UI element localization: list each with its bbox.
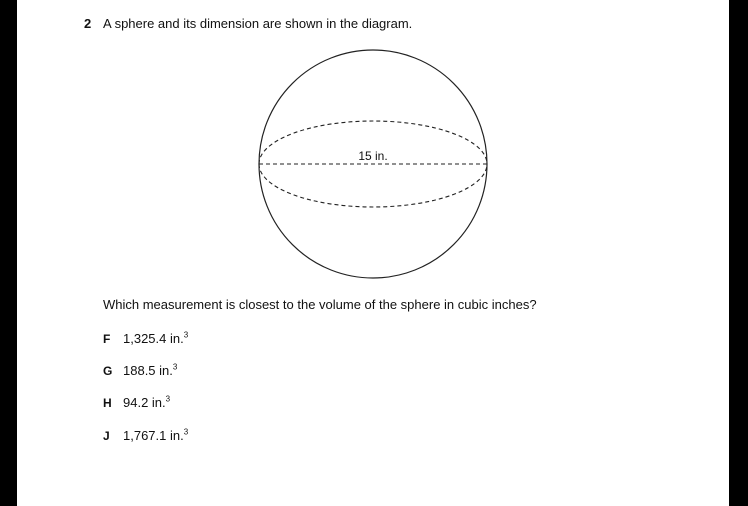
choice-value: 1,767.1 in.$^3$ [123, 427, 189, 443]
choice-letter: H [103, 396, 112, 410]
question-number: 2 [84, 16, 92, 31]
answer-choice-f[interactable] [103, 331, 188, 346]
answer-choice-j[interactable] [103, 428, 188, 443]
answer-choice-g[interactable] [103, 363, 177, 378]
choice-value: 1,325.4 in.$^3$ [123, 330, 189, 346]
worksheet-page [17, 0, 729, 506]
choice-value: 188.5 in.$^3$ [123, 362, 178, 378]
choice-letter: G [103, 364, 113, 378]
diameter-label: 15 in. [358, 149, 388, 163]
equator-front-arc [259, 164, 487, 207]
question-text: A sphere and its dimension are shown in the diagram. [103, 16, 413, 31]
choice-letter: J [103, 429, 110, 443]
sphere-diagram [17, 0, 729, 290]
answer-choice-h[interactable] [103, 395, 170, 410]
choice-value: 94.2 in.$^3$ [123, 394, 171, 410]
question-prompt: Which measurement is closest to the volume of the sphere in cubic inches? [103, 297, 537, 312]
choice-letter: F [103, 332, 111, 346]
